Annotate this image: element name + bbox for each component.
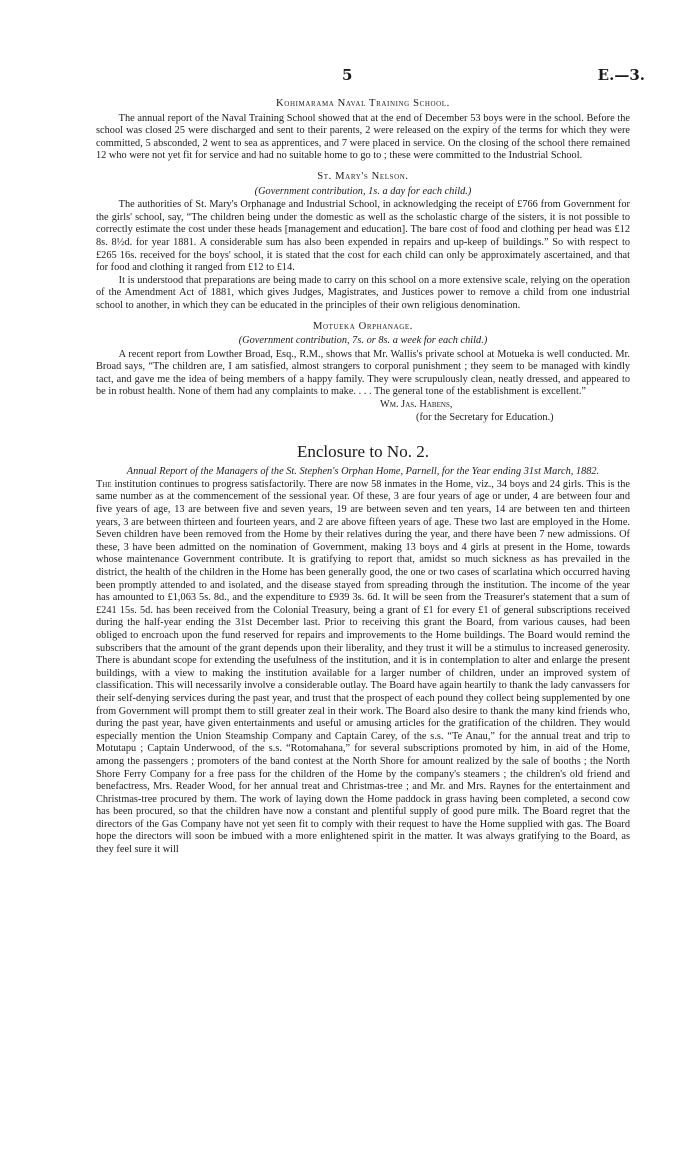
- paragraph-motueka: A recent report from Lowther Broad, Esq., R.M., shows that Mr. Wallis's private school at Motueka is well conducted. Mr. Broad says, “The children are, I am satisfied, almost strangers to corporal punishment ; they seem to be managed with kindly tact, and gave me the idea of being members of a happy family. They were scrupulously clean, neatly dressed, and appeared to be in robust health. None of them had any complaints to make. . . . The general tone of the establishment is excellent.”: [96, 348, 630, 398]
- section-heading-kohimarama: Kohimarama Naval Training School.: [276, 98, 450, 109]
- enclosure-title: Annual Report of the Managers of the St. Stephen's Orphan Home, Parnell, for the Year ending 31st March, 1882.: [126, 466, 600, 478]
- enclosure-body-text: institution continues to progress satisfactorily. There are now 58 inmates in the Home, viz., 34 boys and 24 girls. This is the same number as at the commencement of the sessional year. Of these, 3 are four years of age or under, 4 are between four and five years of age, 13 are between five and seven years, 19 are between seven and ten years, 14 are between ten and thirteen years, 3 are between thirteen and fourteen years, and 2 are above fifteen years of age. These two last are employed in the Home. Seven children have been removed from the Home by their relatives during the year, and there have been 7 new admissions. Of these, 3 have been admitted on the nomination of Government, making 13 boys and 4 girls at present in the Home, towards whose maintenance Government contribute. It is gratifying to report that, amidst so much sickness as has prevailed in the district, the health of the children in the Home has been generally good, the one or two cases of scarlatina which occurred having been promptly attended to and isolated, and the disease stayed from spreading through the institution. The income of the year has amounted to £1,063 5s. 8d., and the expenditure to £939 3s. 6d. It will be seen from the Treasurer's statement that a sum of £241 15s. 5d. has been received from the Colonial Treasury, being a grant of £1 for every £1 of general subscriptions received during the half-year ending the 31st December last. Prior to receiving this grant the Board, from various causes, had been obliged to encroach upon the fund reserved for repairs and improvements to the Home buildings. The Board would remind the subscribers that the amount of the grant depends upon their liberality, and they trust it will be a stimulus to increased generosity. There is abundant scope for extending the usefulness of the institution, and it is in contemplation to alter and enlarge the present buildings, with a view to making the institution available for a larger number of children, under an improved system of classification. This will necessarily involve a considerable outlay. The Board have again heartily to thank the lady canvassers for their self-denying services during the past year, and trust that the prospect of each pound they collect being supplemented by one from Government will prompt them to still greater zeal in their work. The Board also desire to thank the many kind friends who, during the past year, have given entertainments and useful or amusing articles for the gratification of the children. They would especially mention the Union Steamship Company and Captain Carey, of the s.s. “Te Anau,” for the annual treat and trip to Motutapu ; Captain Underwood, of the s.s. “Rotomahana,” for several subscriptions promoted by him, in aid of the Home, among the passengers ; promoters of the band contest at the North Shore for amount realized by the sale of booths ; the North Shore Ferry Company for a free pass for the children of the Home by the company's steamers ; the children's old friend and benefactress, Mrs. Reader Wood, for her annual treat and Christmas-tree ; and Mr. and Mrs. Raynes for the entertainment and Christmas-tree procured by them. The work of laying down the Home paddock in grass having been completed, a second cow has been procured, so that the children have now a constant and plentiful supply of good pure milk. The Board regret that the directors of the Gas Company have not yet seen fit to comply with their request to have the Home supplied with gas. The Board hope the directors will soon be imbued with a more enlightened spirit in the matter. It was always gratifying to the Board, as they feel sure it will: [96, 478, 630, 856]
- enclosure-lead-word: The: [96, 478, 112, 490]
- page-number: 5: [342, 66, 353, 84]
- contribution-note-motueka: (Government contribution, 7s. or 8s. a week for each child.): [238, 335, 488, 347]
- paragraph-enclosure: [96, 479, 630, 857]
- paragraph-st-marys-1: The authorities of St. Mary's Orphanage and Industrial School, in acknowledging the receipt of £766 from Government for the girls' school, say, “The children being under the domestic as well as the scholastic charge of the sisters, it is not possible to correctly estimate the cost under these heads [management and education]. The bare cost of food and clothing per head was £12 8s. 8½d. for year 1881. A considerable sum has also been expended in repairs and up-keep of buildings.” So with respect to £265 16s. received for the boys' school, it is stated that the cost for each child can only be approximately ascertained, and that for food and clothing it ranged from £12 to £14.: [96, 199, 630, 274]
- enclosure-heading: Enclosure to No. 2.: [296, 442, 430, 462]
- section-heading-st-marys: St. Mary's Nelson.: [317, 170, 409, 182]
- signature-name: Wm. Jas. Habens,: [380, 399, 453, 411]
- signature-title: (for the Secretary for Education.): [416, 411, 554, 423]
- document-reference: E.—3.: [597, 66, 645, 84]
- page-body: [96, 96, 630, 857]
- contribution-note-st-marys: (Government contribution, 1s. a day for each child.): [254, 185, 472, 197]
- running-header: [0, 66, 700, 88]
- paragraph-st-marys-2: It is understood that preparations are being made to carry on this school on a more extensive scale, relying on the operation of the Amendment Act of 1881, which gives Judges, Magistrates, and Justices power to remove a child from one industrial school to another, in which they can be educated in the principles of their own religious denomination.: [96, 274, 630, 311]
- paragraph-kohimarama: The annual report of the Naval Training School showed that at the end of December 53 boys were in the school. Before the school was closed 25 were discharged and sent to their parents, 2 were released on the expiry of the terms for which they were committed, 5 absconded, 2 went to sea as apprentices, and 7 were placed in service. On the closing of the school there remained 12 who were not yet fit for service and had no suitable home to go to ; these were committed to the Industrial School.: [96, 112, 630, 162]
- section-heading-motueka: Motueka Orphanage.: [312, 320, 414, 332]
